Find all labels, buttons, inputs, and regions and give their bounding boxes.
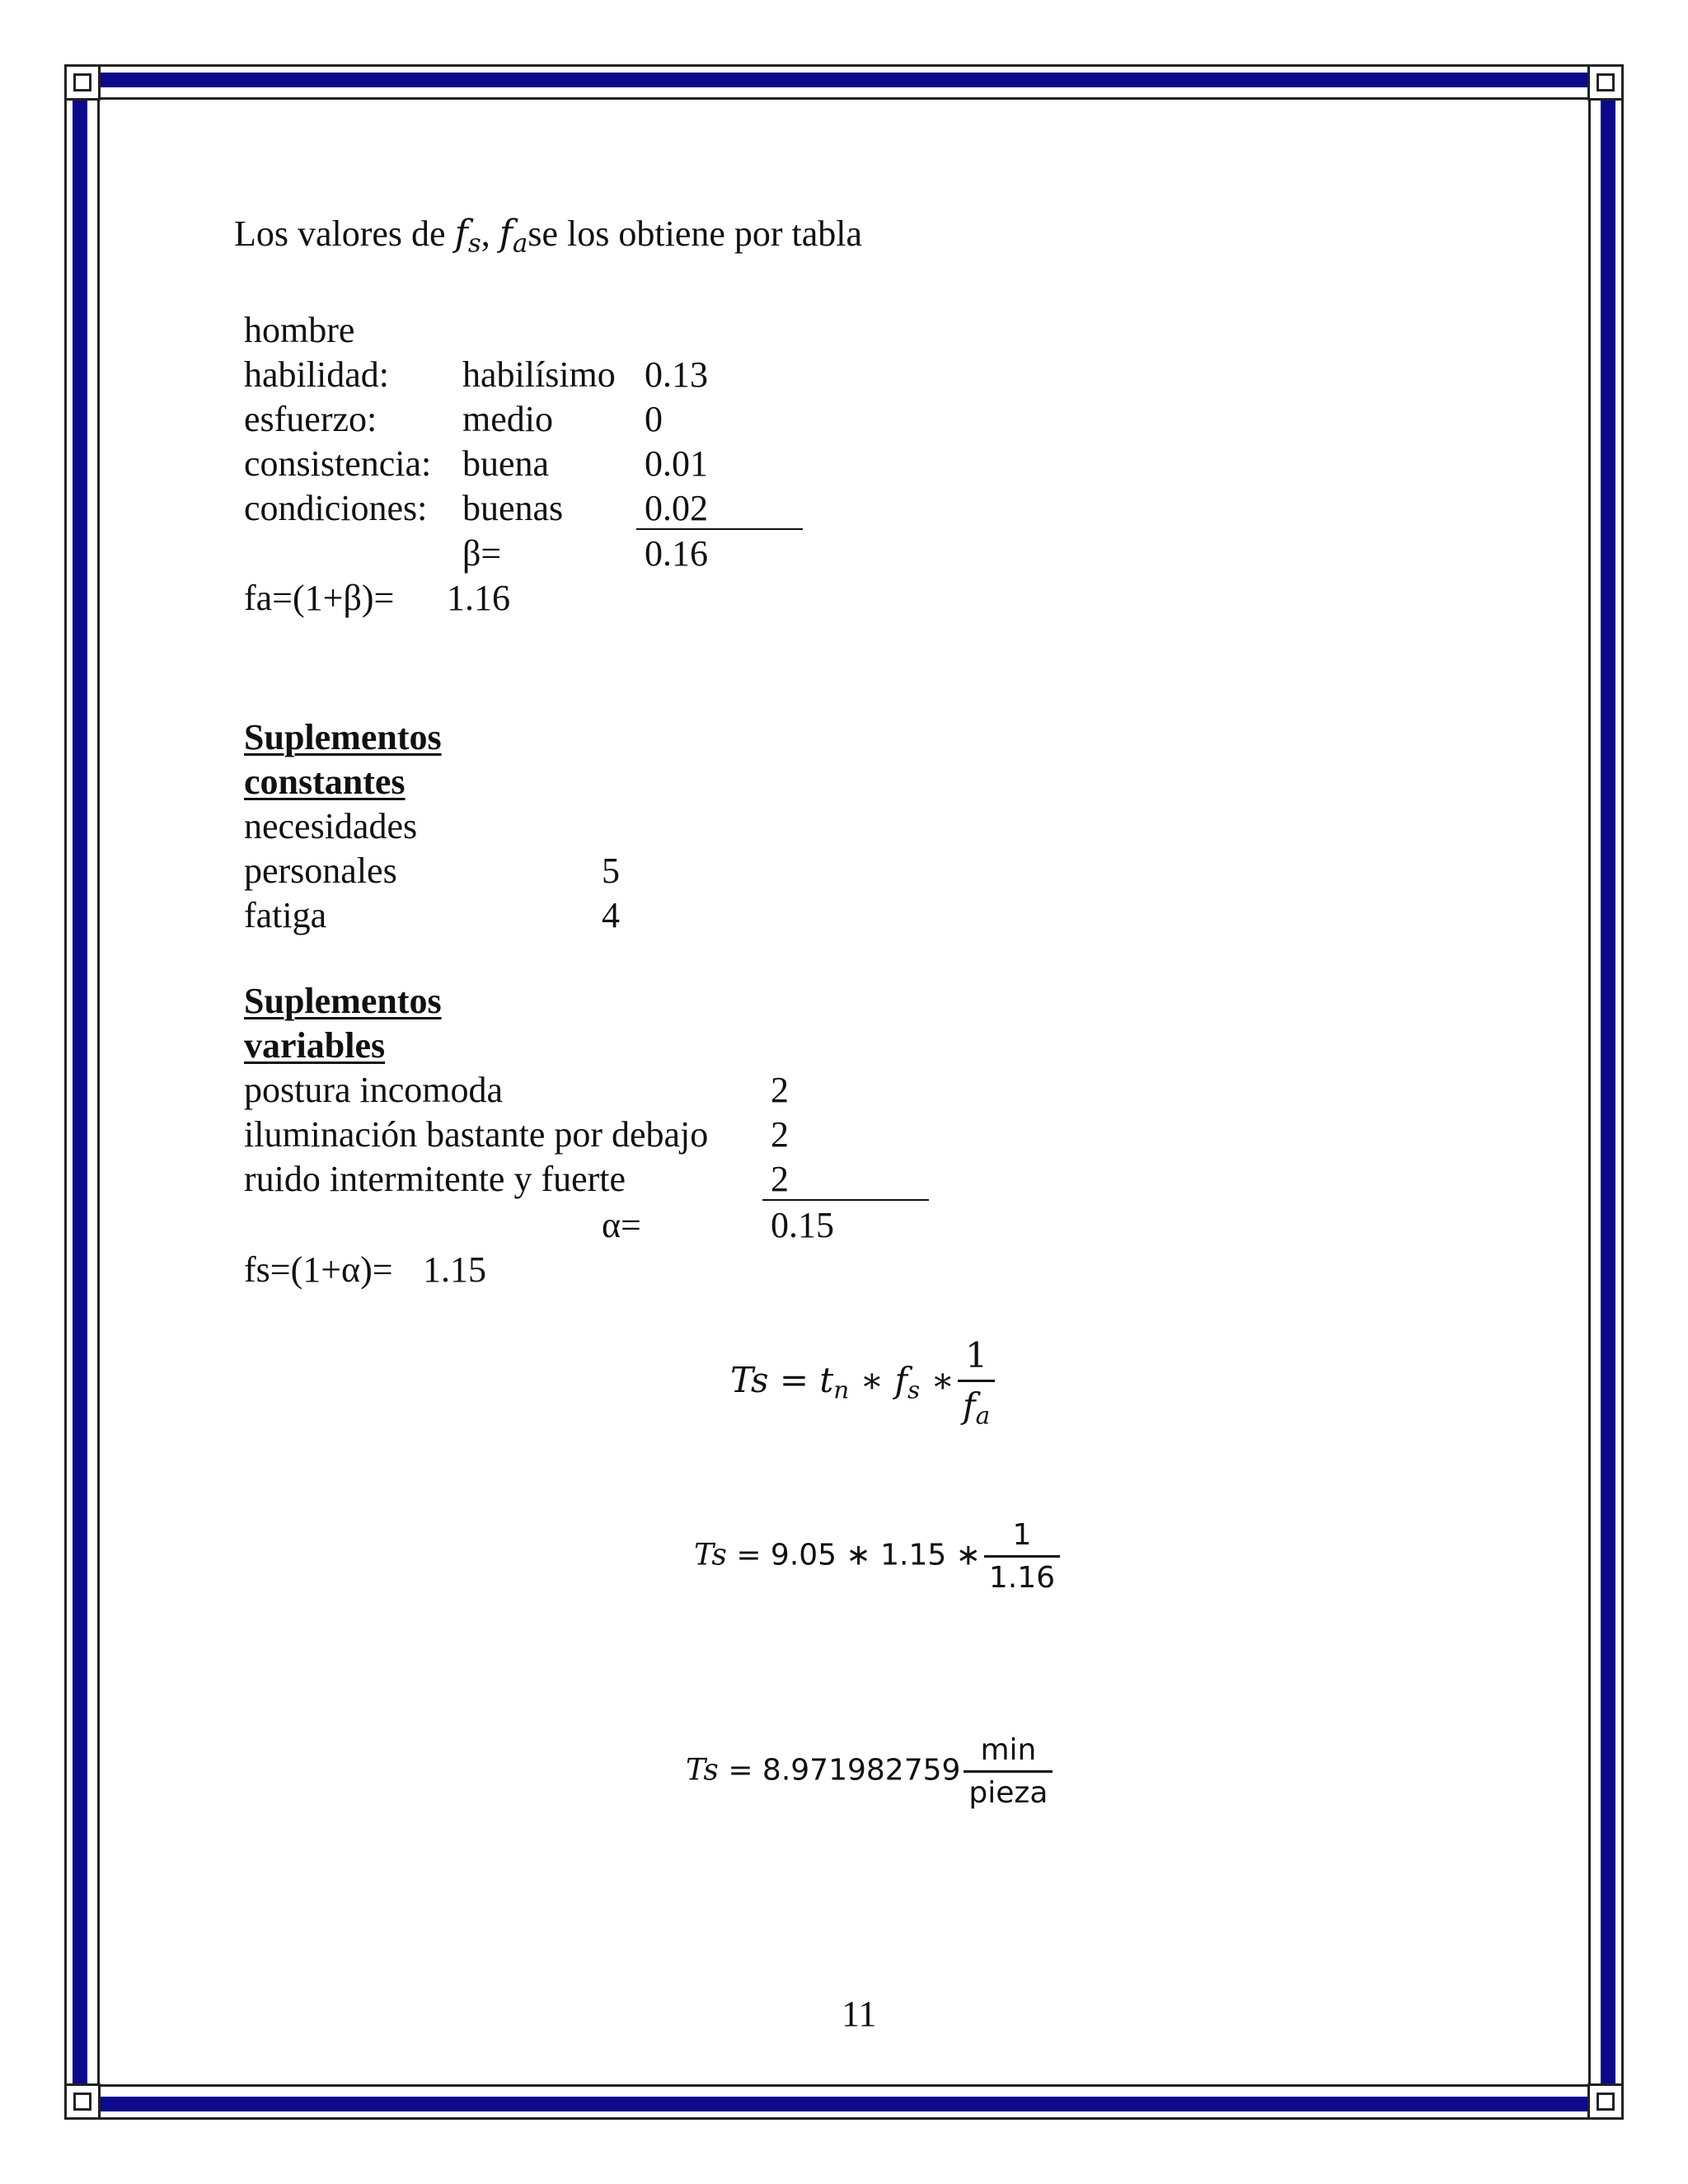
constantes-row-value: 5 bbox=[602, 851, 620, 891]
fraction-numerator: 1 bbox=[958, 1335, 995, 1382]
variables-row-value: 2 bbox=[771, 1070, 789, 1110]
fraction-one-over-value bbox=[984, 1518, 1060, 1595]
fs-value: 1.15 bbox=[423, 1249, 486, 1290]
formula-result bbox=[686, 1733, 1056, 1810]
fa-value: 1.16 bbox=[447, 578, 510, 618]
formula-result-body: = 8.971982759 bbox=[718, 1753, 961, 1788]
intro-sentence bbox=[234, 213, 863, 259]
fraction-denominator: pieza bbox=[968, 1776, 1048, 1810]
formula-general-lhs: Ts = bbox=[730, 1360, 820, 1401]
hombre-row-grade: buenas bbox=[462, 488, 564, 528]
border-corner-top-right bbox=[1587, 64, 1624, 101]
variables-title-line2: variables bbox=[244, 1025, 386, 1066]
formula-general-times: ∗ bbox=[849, 1360, 895, 1401]
constantes-title-line1: Suplementos bbox=[244, 717, 442, 757]
fraction-denominator: $f_a$ bbox=[963, 1385, 991, 1430]
formula-general bbox=[730, 1335, 998, 1431]
hombre-row-label: habilidad: bbox=[244, 354, 389, 395]
variables-row-label: ruido intermitente y fuerte bbox=[244, 1159, 626, 1199]
hombre-row-label: consistencia: bbox=[244, 443, 432, 484]
hombre-row-grade: buena bbox=[462, 443, 550, 484]
formula-substituted-lhs: Ts bbox=[694, 1538, 727, 1572]
formula-result-lhs: Ts bbox=[686, 1753, 719, 1788]
intro-suffix: se los obtiene por tabla bbox=[528, 213, 863, 254]
fraction-denominator: 1.16 bbox=[988, 1561, 1056, 1595]
hombre-row-value: 0.13 bbox=[645, 354, 708, 395]
hombre-sum-rule bbox=[636, 528, 803, 530]
variables-row-label: postura incomoda bbox=[244, 1070, 504, 1110]
fraction-units bbox=[964, 1733, 1053, 1810]
border-corner-top-left bbox=[64, 64, 101, 101]
variables-title-line1: Suplementos bbox=[244, 981, 442, 1021]
constantes-row-value: 4 bbox=[602, 895, 620, 935]
variables-row-value: 2 bbox=[771, 1114, 789, 1155]
page-number: 11 bbox=[842, 1994, 877, 2034]
fraction-numerator: 1 bbox=[984, 1518, 1060, 1558]
hombre-row-value: 0.01 bbox=[645, 443, 708, 484]
variables-sum-rule bbox=[762, 1199, 929, 1201]
intro-prefix: Los valores de bbox=[234, 213, 455, 254]
formula-substituted-body: = 9.05 ∗ 1.15 ∗ bbox=[726, 1538, 981, 1572]
hombre-heading: hombre bbox=[244, 310, 355, 350]
hombre-row-label: condiciones: bbox=[244, 488, 428, 528]
hombre-row-grade: habilísimo bbox=[462, 354, 616, 395]
fraction-one-over-fa bbox=[958, 1335, 995, 1431]
symbol-fa: $f_a$ bbox=[499, 213, 528, 259]
hombre-row-value: 0 bbox=[645, 399, 663, 439]
fs-label: fs=(1+α)= bbox=[244, 1249, 393, 1290]
variables-row-label: iluminación bastante por debajo bbox=[244, 1114, 709, 1155]
constantes-row-label: personales bbox=[244, 851, 397, 891]
constantes-row-label: fatiga bbox=[244, 895, 327, 935]
symbol-fs: $f_s$ bbox=[454, 213, 481, 259]
border-corner-bottom-right bbox=[1587, 2083, 1624, 2120]
variables-row-value: 2 bbox=[771, 1159, 789, 1199]
intro-comma: , bbox=[481, 213, 499, 254]
constantes-title-line2: constantes bbox=[244, 762, 406, 802]
symbol-tn: $t_n$ bbox=[819, 1360, 850, 1404]
beta-value: 0.16 bbox=[645, 533, 708, 574]
symbol-fs-formula: $f_s$ bbox=[894, 1360, 921, 1404]
alpha-label: α= bbox=[602, 1205, 641, 1245]
hombre-row-label: esfuerzo: bbox=[244, 399, 377, 439]
hombre-row-grade: medio bbox=[462, 399, 553, 439]
alpha-value: 0.15 bbox=[771, 1205, 834, 1245]
border-corner-bottom-left bbox=[64, 2083, 101, 2120]
formula-general-times2: ∗ bbox=[920, 1360, 955, 1401]
fa-label: fa=(1+β)= bbox=[244, 578, 395, 618]
constantes-row-label: necesidades bbox=[244, 806, 418, 846]
hombre-row-value: 0.02 bbox=[645, 488, 708, 528]
formula-substituted bbox=[694, 1518, 1063, 1595]
beta-label: β= bbox=[462, 533, 502, 574]
fraction-numerator: min bbox=[964, 1733, 1053, 1773]
